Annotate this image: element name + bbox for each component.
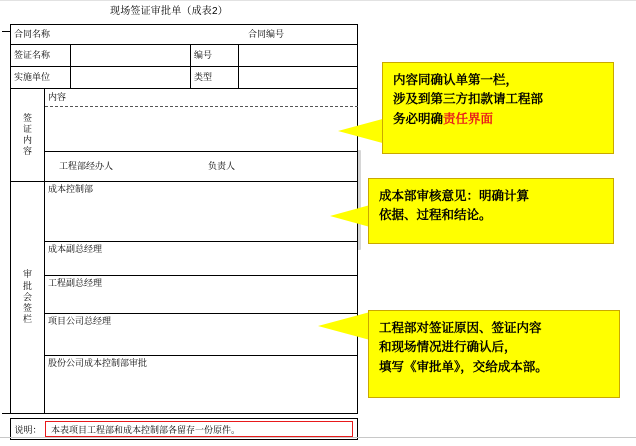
type-label: 类型 [191, 67, 239, 89]
approval-row-cost-vice-gm[interactable]: 成本副总经理 [45, 242, 358, 276]
footer-note-text: 本表项目工程部和成本控制部各留存一份原件。 [45, 421, 353, 437]
callout-line [393, 110, 603, 129]
content-label: 内容 [45, 89, 358, 107]
callout-line: 依据、过程和结论。 [379, 208, 492, 223]
visa-name-value[interactable] [71, 45, 191, 67]
callout-line-text: 务必明确 [393, 111, 444, 126]
contract-name-label: 合同名称 [11, 25, 71, 45]
executing-unit-label: 实施单位 [11, 67, 71, 89]
callout-line-highlight: 责任界面 [443, 111, 494, 126]
handler-label: 工程部经办人 [45, 152, 145, 182]
left-edge-tick [2, 413, 10, 414]
approval-side-label-text: 审批会签栏 [22, 269, 32, 325]
visa-content-side-label-text: 签证内容 [22, 112, 32, 157]
callout-content-note [382, 62, 614, 154]
contract-no-label: 合同编号 [245, 25, 305, 45]
callout-line: 内容同确认单第一栏， [393, 73, 519, 87]
visa-no-label: 编号 [191, 45, 239, 67]
contract-name-value[interactable] [71, 25, 245, 45]
approval-row-engineering-vice-gm[interactable]: 工程副总经理 [45, 276, 358, 314]
callout-cost-dept-note [368, 178, 614, 244]
callout-cost-dept-note-pointer [330, 205, 370, 227]
left-edge-tick [2, 31, 10, 32]
visa-name-label: 签证名称 [11, 45, 71, 67]
approval-side-label [11, 182, 45, 413]
callout-engineering-dept-note-pointer [318, 312, 370, 340]
approval-row-project-gm[interactable]: 项目公司总经理 [45, 314, 358, 356]
owner-value[interactable] [265, 152, 358, 182]
callout-line: 和现场情况进行确认后， [379, 340, 517, 355]
visa-content-side-label [11, 89, 45, 182]
visa-no-value[interactable] [239, 45, 358, 67]
owner-label: 负责人 [205, 152, 265, 182]
approval-form-table [10, 24, 358, 414]
page-bottom-rule [0, 437, 636, 438]
page-top-rule [0, 0, 636, 1]
handler-value[interactable] [145, 152, 205, 182]
callout-line: 成本部审核意见：明确计算 [379, 189, 530, 203]
footer-note-label: 说明： [14, 424, 42, 435]
content-value[interactable] [45, 107, 358, 152]
callout-line: 涉及到第三方扣款请工程部 [393, 92, 544, 107]
callout-line: 工程部对签证原因、签证内容 [379, 321, 542, 335]
form-title: 现场签证审批单（成表2） [110, 6, 228, 17]
approval-row-group-cost-control[interactable]: 股份公司成本控制部审批 [48, 358, 148, 368]
type-value[interactable] [239, 67, 358, 89]
callout-line: 填写《审批单》，交给成本部。 [379, 359, 548, 374]
callout-content-note-pointer [338, 118, 386, 144]
contract-no-value[interactable] [305, 25, 358, 45]
executing-unit-value[interactable] [71, 67, 191, 89]
callout-engineering-dept-note [368, 310, 620, 398]
approval-row-cost-control[interactable]: 成本控制部 [45, 182, 358, 242]
